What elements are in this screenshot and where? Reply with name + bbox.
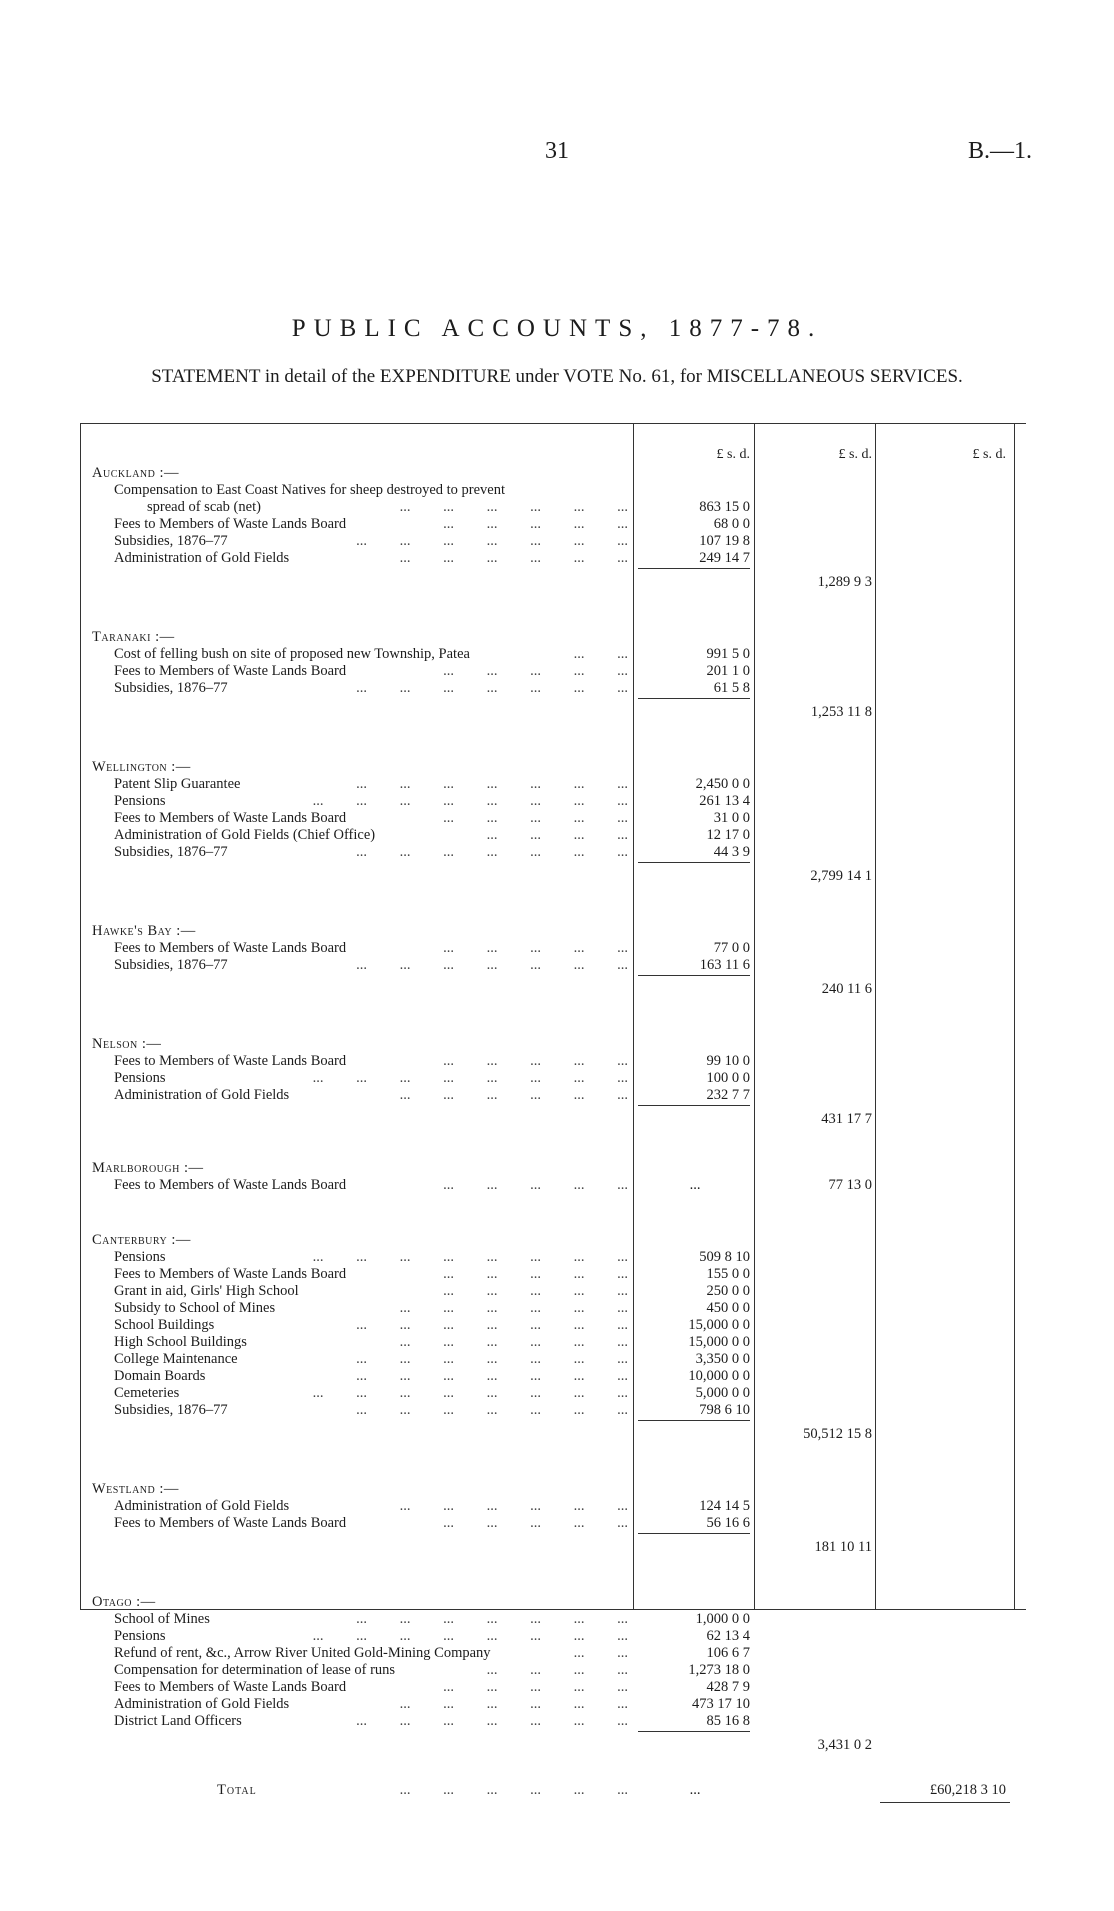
item-amount: 2,450 0 0 [695,776,750,792]
column-header-row [80,446,1026,463]
item-description: Cemeteries [114,1385,180,1401]
dot-leader: ... ... ... ... ... [410,1053,628,1069]
total-label: Total [217,1782,257,1798]
dot-leader: ... ... ... ... ... ... [367,1334,628,1350]
line-item-row [80,810,1026,827]
document-reference: B.—1. [968,138,1033,164]
item-description: College Maintenance [114,1351,238,1367]
item-description: Fees to Members of Waste Lands Board [114,1515,347,1531]
item-amount: 798 6 10 [699,1402,750,1418]
line-item-row [80,1515,1026,1532]
item-description: Subsidies, 1876–77 [114,533,228,549]
section-heading-row [80,1481,1026,1498]
line-item-row [80,1498,1026,1515]
item-amount: 3,350 0 0 [695,1351,750,1367]
section-total: 181 10 11 [814,1539,872,1555]
dot-leader: ... ... [541,1645,628,1661]
item-amount: 155 0 0 [706,1266,750,1282]
line-item-row [80,827,1026,844]
dot-leader: ... ... ... ... ... [410,810,628,826]
subtotal-rule [638,862,750,863]
page-number: 31 [545,138,569,164]
subtotal-rule [638,1533,750,1534]
dot-leader: ... ... ... ... [454,827,628,843]
item-description: School of Mines [114,1611,210,1627]
item-amount: 106 6 7 [706,1645,750,1661]
item-description: Fees to Members of Waste Lands Board [114,516,347,532]
item-description: Subsidies, 1876–77 [114,844,228,860]
item-amount: 450 0 0 [706,1300,750,1316]
column-header: £ s. d. [716,447,750,462]
item-amount: 62 13 4 [706,1628,750,1644]
item-description: Grant in aid, Girls' High School [114,1283,299,1299]
item-description: Fees to Members of Waste Lands Board [114,1053,347,1069]
item-description: Refund of rent, &c., Arrow River United Gold-Mining Company [114,1645,491,1661]
section-heading: Auckland :— [92,465,180,481]
dot-leader: ... ... ... ... ... ... ... [323,1317,628,1333]
subtotal-rule [638,1420,750,1421]
section-heading-row [80,1036,1026,1053]
section-heading: Marlborough :— [92,1160,204,1176]
dot-leader: ... ... ... ... ... [410,1515,628,1531]
line-item-row [80,1662,1026,1679]
line-item-row [80,1679,1026,1696]
line-item-row [80,680,1026,697]
dot-leader: ... ... ... ... ... ... ... [323,957,628,973]
dot-leader: ... ... ... ... ... ... [367,1696,628,1712]
item-amount: 232 7 7 [706,1087,750,1103]
item-description: Fees to Members of Waste Lands Board [114,1177,347,1193]
dot-leader: ... ... ... ... ... ... ... [323,844,628,860]
item-amount: 1,000 0 0 [695,1611,750,1627]
section-total: 50,512 15 8 [803,1426,872,1442]
item-amount: 473 17 10 [692,1696,750,1712]
section-total-row [80,868,1026,885]
dot-leader: ... ... ... ... ... ... ... [323,1713,628,1729]
dot-leader: ... ... ... ... ... ... [367,1782,628,1798]
column-header: £ s. d. [972,447,1006,462]
item-amount: 44 3 9 [713,844,750,860]
item-amount: 85 16 8 [706,1713,750,1729]
dot-leader: ... ... ... ... ... ... ... [323,533,628,549]
line-item-row [80,1070,1026,1087]
section-heading: Otago :— [92,1594,156,1610]
subtotal-rule [638,1731,750,1732]
item-amount: 1,273 18 0 [688,1662,750,1678]
dot-leader: ... ... [541,646,628,662]
item-amount: 428 7 9 [706,1679,750,1695]
item-amount: 61 5 8 [713,680,750,696]
line-item-row [80,1385,1026,1402]
section-heading-row [80,1232,1026,1249]
item-description: Pensions [114,1628,166,1644]
line-item-row [80,957,1026,974]
section-heading: Canterbury :— [92,1232,191,1248]
line-item-row [80,663,1026,680]
section-total: 1,289 9 3 [817,574,872,590]
dot-leader: ... ... ... ... ... [410,1177,628,1193]
section-heading-row [80,759,1026,776]
total-col1: ... [689,1782,701,1798]
section-total-row [80,704,1026,721]
section-heading-row [80,1160,1026,1177]
dot-leader: ... ... ... ... ... ... [367,1300,628,1316]
item-description: Compensation for determination of lease of runs [114,1662,396,1678]
section-total-row [80,1539,1026,1556]
item-description: Subsidies, 1876–77 [114,1402,228,1418]
item-description: Pensions [114,1249,166,1265]
line-item-row [80,1713,1026,1730]
subtotal-rule [638,698,750,699]
subtotal-rule [638,1105,750,1106]
line-item-row [80,1266,1026,1283]
dot-leader: ... ... ... ... ... ... ... ... [280,1385,628,1401]
page-subtitle: STATEMENT in detail of the EXPENDITURE under VOTE No. 61, for MISCELLANEOUS SERVICES. [151,366,963,387]
item-amount: 15,000 0 0 [688,1317,750,1333]
item-amount: ... [689,1177,701,1193]
item-amount: 249 14 7 [699,550,750,566]
item-amount: 124 14 5 [699,1498,750,1514]
item-description: Fees to Members of Waste Lands Board [114,1679,347,1695]
item-description: Administration of Gold Fields [114,1498,290,1514]
item-amount: 10,000 0 0 [688,1368,750,1384]
line-item-row [80,1402,1026,1419]
item-description: Administration of Gold Fields [114,1696,290,1712]
item-description: Pensions [114,793,166,809]
dot-leader: ... ... ... ... ... ... ... [323,680,628,696]
item-amount: 15,000 0 0 [688,1334,750,1350]
line-item-row [80,1611,1026,1628]
subtotal-rule [638,568,750,569]
line-item-row [80,776,1026,793]
item-amount: 107 19 8 [699,533,750,549]
line-item-row [80,844,1026,861]
item-description: Patent Slip Guarantee [114,776,241,792]
item-amount: 509 8 10 [699,1249,750,1265]
item-amount: 77 0 0 [713,940,750,956]
dot-leader: ... ... ... ... ... ... [367,499,628,515]
item-description: High School Buildings [114,1334,247,1350]
item-amount: 100 0 0 [706,1070,750,1086]
line-item-row [80,1087,1026,1104]
line-item-row [80,1177,1026,1194]
item-amount: 863 15 0 [699,499,750,515]
section-total: 240 11 6 [821,981,872,997]
section-total-row [80,1737,1026,1754]
line-item-row [80,1351,1026,1368]
section-total-row [80,1426,1026,1443]
table-top-rule [80,423,1026,424]
dot-leader: ... ... ... ... [454,1662,628,1678]
dot-leader: ... ... ... ... ... ... ... [323,1402,628,1418]
section-heading: Nelson :— [92,1036,162,1052]
item-description: District Land Officers [114,1713,242,1729]
item-amount: 99 10 0 [706,1053,750,1069]
dot-leader: ... ... ... ... ... [410,940,628,956]
dot-leader: ... ... ... ... ... ... ... [323,1611,628,1627]
dot-leader: ... ... ... ... ... [410,516,628,532]
line-item-row [80,1696,1026,1713]
dot-leader: ... ... ... ... ... ... ... [323,1351,628,1367]
page-title: PUBLIC ACCOUNTS, 1877-78. [291,315,823,342]
section-total: 431 17 7 [821,1111,872,1127]
section-total-row [80,981,1026,998]
line-item-row [80,1317,1026,1334]
section-total-row [80,1111,1026,1128]
dot-leader: ... ... ... ... ... ... ... [323,1368,628,1384]
line-item-row [80,940,1026,957]
line-item-row [80,1334,1026,1351]
section-heading: Wellington :— [92,759,191,775]
grand-total-rule [880,1802,1010,1803]
line-item-row [80,1300,1026,1317]
item-amount: 31 0 0 [713,810,750,826]
item-description: Fees to Members of Waste Lands Board [114,1266,347,1282]
item-description: Pensions [114,1070,166,1086]
section-heading-row [80,923,1026,940]
line-item-row [80,1368,1026,1385]
dot-leader: ... ... ... ... ... [410,1679,628,1695]
line-item-row [80,1053,1026,1070]
column-header: £ s. d. [838,447,872,462]
item-description: Administration of Gold Fields (Chief Office) [114,827,376,843]
item-amount: 991 5 0 [706,646,750,662]
grand-total: £60,218 3 10 [929,1782,1006,1798]
expenditure-table [80,423,1026,1798]
item-amount: 56 16 6 [706,1515,750,1531]
item-amount: 68 0 0 [713,516,750,532]
dot-leader: ... ... ... ... ... ... ... ... [280,1070,628,1086]
line-item-row [80,793,1026,810]
line-item-row [80,550,1026,567]
line-item-row [80,499,1026,516]
subtotal-rule [638,975,750,976]
section-total: 2,799 14 1 [810,868,872,884]
section-total: 77 13 0 [828,1177,872,1193]
item-description: Administration of Gold Fields [114,550,290,566]
section-total: 1,253 11 8 [810,704,872,720]
total-row [80,1782,1026,1799]
dot-leader: ... ... ... ... ... [410,1283,628,1299]
item-description: Subsidies, 1876–77 [114,680,228,696]
item-description: School Buildings [114,1317,215,1333]
item-description: Fees to Members of Waste Lands Board [114,810,347,826]
item-description: Subsidy to School of Mines [114,1300,276,1316]
dot-leader: ... ... ... ... ... ... [367,1498,628,1514]
line-item-row [80,533,1026,550]
item-description: Administration of Gold Fields [114,1087,290,1103]
item-description: Fees to Members of Waste Lands Board [114,940,347,956]
item-amount: 261 13 4 [699,793,750,809]
section-heading: Hawke's Bay :— [92,923,196,939]
section-heading-row [80,629,1026,646]
item-amount: 163 11 6 [699,957,750,973]
item-description: Fees to Members of Waste Lands Board [114,663,347,679]
item-description: Domain Boards [114,1368,206,1384]
item-description: Cost of felling bush on site of proposed new Township, Patea [114,646,470,662]
dot-leader: ... ... ... ... ... [410,1266,628,1282]
item-description: spread of scab (net) [147,499,261,515]
section-total: 3,431 0 2 [817,1737,872,1753]
item-amount: 201 1 0 [706,663,750,679]
section-total-row [80,574,1026,591]
dot-leader: ... ... ... ... ... ... ... [323,776,628,792]
line-item-row [80,1283,1026,1300]
section-heading-row [80,1594,1026,1611]
dot-leader: ... ... ... ... ... [410,663,628,679]
item-description: Compensation to East Coast Natives for sheep destroyed to prevent [114,482,506,498]
dot-leader: ... ... ... ... ... ... [367,550,628,566]
section-heading-row [80,465,1026,482]
item-description: Subsidies, 1876–77 [114,957,228,973]
line-item-row [80,646,1026,663]
section-heading: Westland :— [92,1481,179,1497]
item-amount: 250 0 0 [706,1283,750,1299]
item-amount: 5,000 0 0 [695,1385,750,1401]
line-item-row [80,1628,1026,1645]
item-amount: 12 17 0 [706,827,750,843]
dot-leader: ... ... ... ... ... ... ... ... [280,1628,628,1644]
line-item-row [80,516,1026,533]
line-item-row [80,1249,1026,1266]
section-heading: Taranaki :— [92,629,175,645]
dot-leader: ... ... ... ... ... ... ... ... [280,1249,628,1265]
line-item-row [80,482,1026,499]
line-item-row [80,1645,1026,1662]
dot-leader: ... ... ... ... ... ... ... ... [280,793,628,809]
dot-leader: ... ... ... ... ... ... [367,1087,628,1103]
